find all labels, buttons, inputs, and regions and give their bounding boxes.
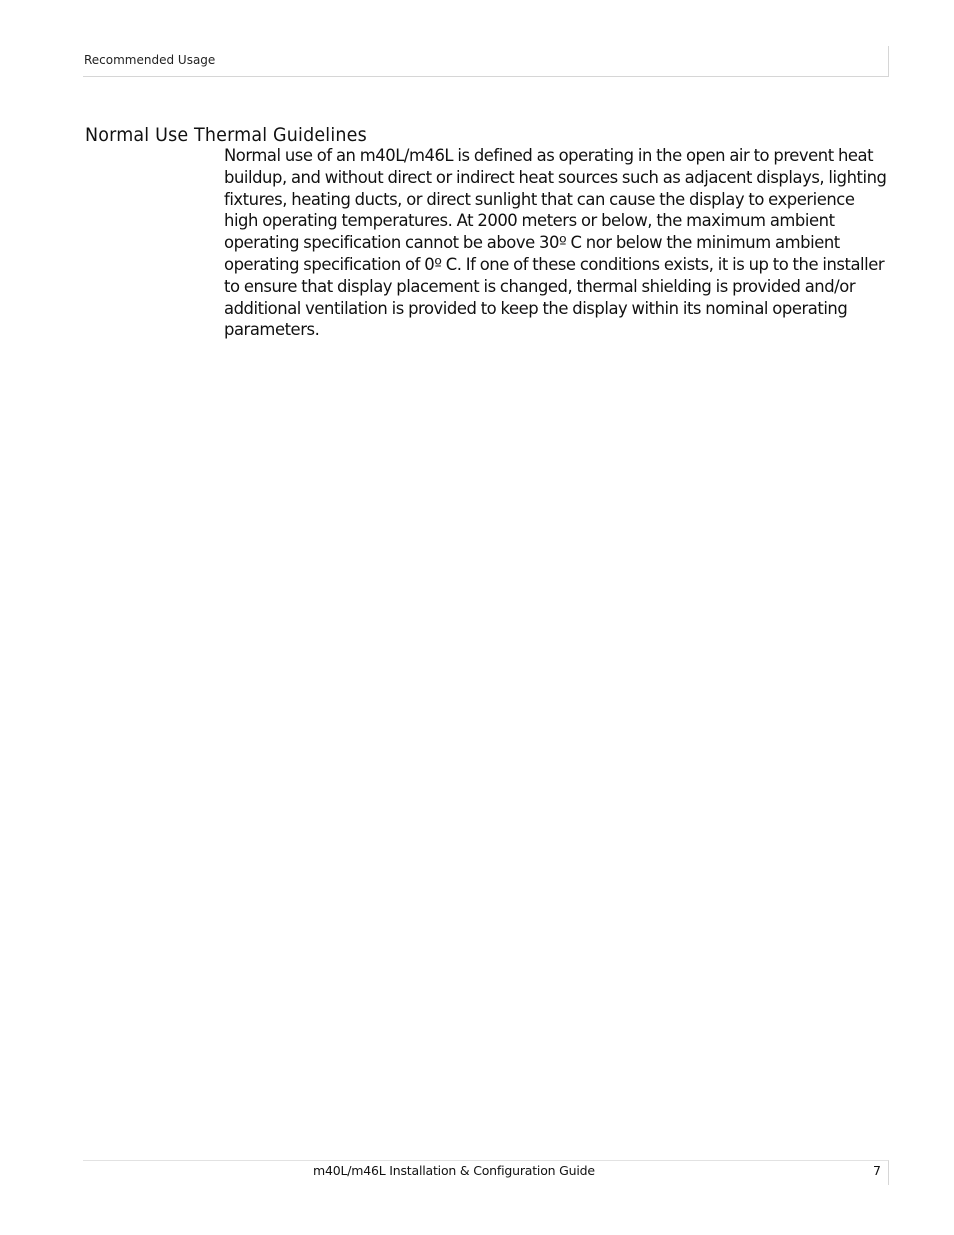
page-number: 7 (873, 1163, 881, 1178)
running-header-title: Recommended Usage (84, 53, 216, 67)
footer-guide-title: m40L/m46L Installation & Configuration Guide (313, 1163, 595, 1178)
page-header (83, 46, 889, 77)
section-heading: Normal Use Thermal Guidelines (85, 123, 367, 146)
body-paragraph: Normal use of an m40L/m46L is defined as operating in the open air to prevent heat buildup, and without direct or indirect heat sources such as adjacent displays, lighting fixtures, heating ducts, or direct sunlight that can cause the display to experience high operating temperatures. At 2000 meters or below, the maximum ambient operating specification cannot be above 30º C nor below the minimum ambient operating specification of 0º C. If one of these conditions exists, it is up to the installer to ensure that display placement is changed, thermal shielding is provided and/or additional ventilation is provided to keep the display within its nominal operating parameters. (224, 146, 887, 340)
page-footer (83, 1160, 889, 1185)
